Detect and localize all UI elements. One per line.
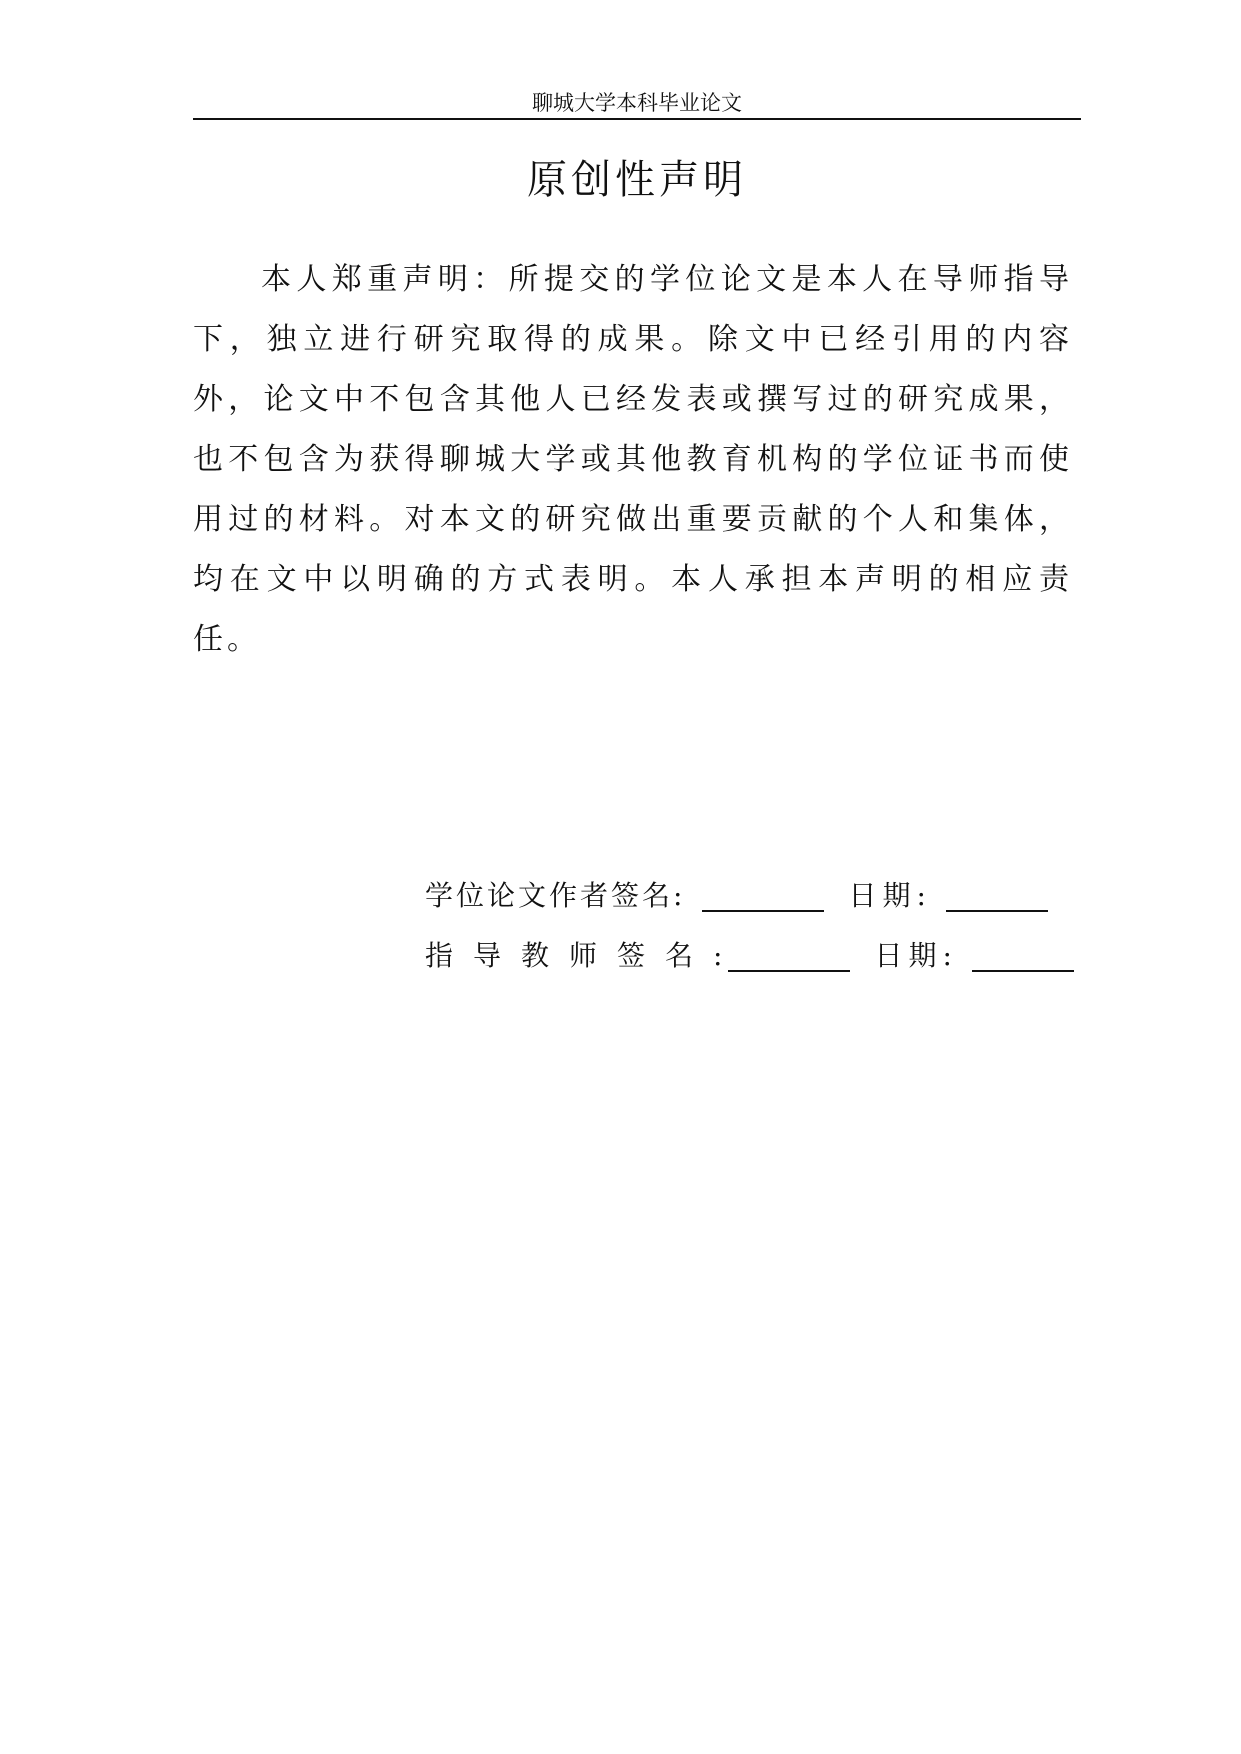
advisor-signature-row [425, 930, 1074, 976]
advisor-date-colon: : [942, 939, 952, 972]
advisor-date-blank[interactable] [972, 970, 1074, 972]
advisor-signature-blank[interactable] [728, 970, 850, 972]
page-title: 原创性声明 [527, 157, 747, 203]
author-signature-blank[interactable] [702, 910, 824, 912]
advisor-date-label: 日期 [874, 939, 943, 972]
author-date-label: 日期 [848, 879, 917, 912]
declaration-paragraph: 本人郑重声明：所提交的学位论文是本人在导师指导下，独立进行研究取得的成果。除文中已经引用的内容外，论文中不包含其他人已经发表或撰写过的研究成果，也不包含为获得聊城大学或其他教育机构的学位证书而使用过的材料。对本文的研究做出重要贡献的个人和集体，均在文中以明确的方式表明。本人承担本声明的相应责任。 [193, 262, 1073, 657]
author-date-blank[interactable] [946, 910, 1048, 912]
running-header: 聊城大学本科毕业论文 [532, 91, 742, 115]
advisor-signature-colon: : [713, 939, 723, 972]
author-signature-row [425, 870, 1048, 916]
author-date-colon: : [916, 879, 926, 912]
advisor-signature-label: 指导教师签名 [425, 939, 714, 972]
author-signature-colon: : [673, 879, 683, 912]
author-signature-label: 学位论文作者签名 [425, 879, 674, 912]
header-rule [193, 118, 1081, 120]
